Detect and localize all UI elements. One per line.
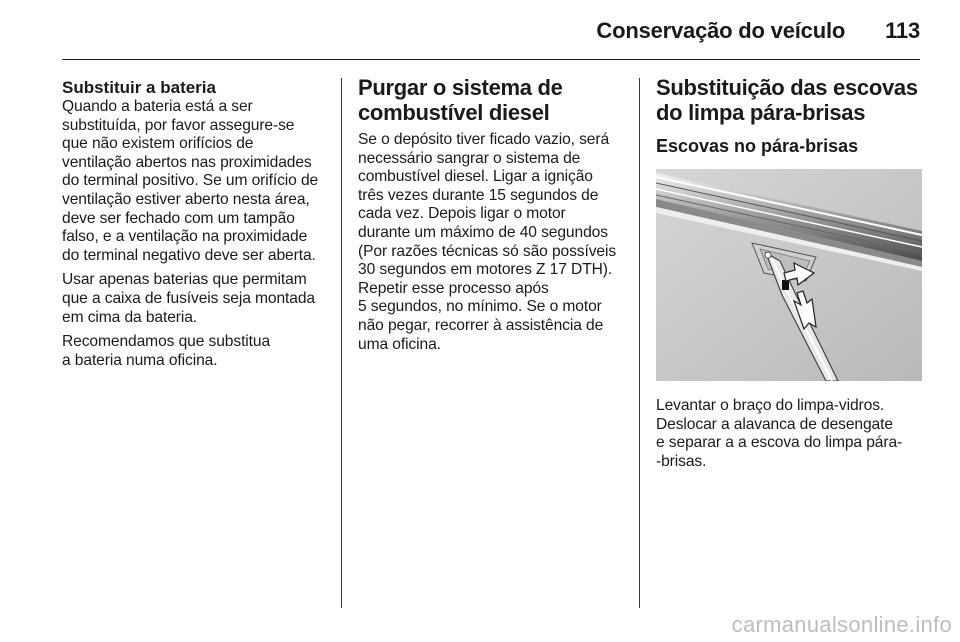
wiper-heading: Substituição das escovas do limpa pára-brisas [656,75,918,125]
wiper-subheading: Escovas no pára-brisas [656,136,859,156]
page-number: 113 [885,18,920,43]
column-battery [62,78,330,376]
diesel-heading: Purgar o sistema de combustível diesel [358,75,563,125]
battery-paragraph-3: Recomendamos que substitua a bateria numa oficina. [62,333,271,369]
column-wiper [656,75,922,477]
battery-paragraph-2: Usar apenas baterias que permitam que a caixa de fusíveis seja montada em cima da bateria. [62,271,315,326]
wiper-paragraph: Levantar o braço do limpa-vidros. Deslocar a alavanca de desengate e separar a a escova do limpa pára- -brisas. [656,397,903,470]
page-header [596,18,920,48]
diesel-paragraph: Se o depósito tiver ficado vazio, será necessário sangrar o sistema de combustível diesel. Ligar a ignição três vezes durante 15 segundos de cada vez. Depois ligar o motor durante um máximo de 40 segundos (Por razões técnicas só são possíveis 30 segundos em motores Z 17 DTH). Repetir esse processo após 5 segundos, no mínimo. Se o motor não pegar, recorrer à assistência de uma oficina. [358,131,617,353]
column-divider-2 [639,78,640,608]
battery-heading: Substituir a bateria [62,78,216,97]
wiper-blade-figure [656,169,922,381]
section-title: Conservação do veículo [596,18,846,43]
column-divider-1 [341,78,342,608]
wiper-blade-illustration [656,169,922,381]
watermark: carmanualsonline.info [731,612,952,637]
header-rule [62,59,920,60]
column-diesel [358,75,626,360]
battery-paragraph-1: Quando a bateria está a ser substituída, por favor assegure-se que não existem orifícios de ventilação abertos nas proximidades do terminal positivo. Se um orifício de ventilação estiver aberto nesta área, deve ser fechado com um tampão falso, e a ventilação na proximidade do terminal negativo deve ser aberta. [62,98,319,264]
